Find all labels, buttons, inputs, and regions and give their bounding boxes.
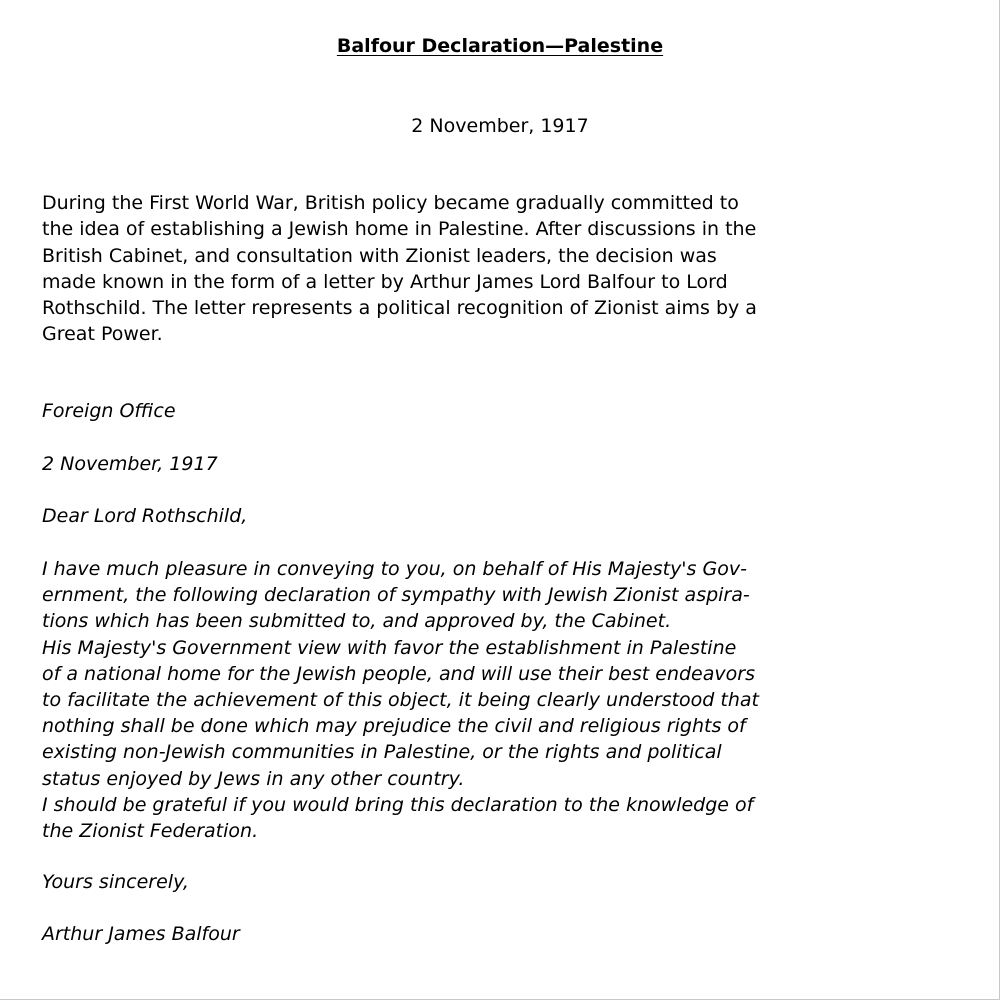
letter-line: status enjoyed by Jews in any other country.	[42, 767, 465, 790]
letter-body	[42, 556, 972, 844]
intro-line: Great Power.	[42, 323, 163, 346]
letter-line: tions which has been submitted to, and approved by, the Cabinet.	[42, 610, 672, 633]
letter-line: existing non-Jewish communities in Palestine, or the rights and political	[42, 741, 722, 764]
letter-line: I should be grateful if you would bring this declaration to the knowledge of	[42, 793, 754, 816]
letter-line: ernment, the following declaration of sympathy with Jewish Zionist aspira-	[42, 584, 750, 607]
letter-line: nothing shall be done which may prejudice the civil and religious rights of	[42, 715, 746, 738]
letter-line: His Majesty's Government view with favor the establishment in Palestine	[42, 636, 737, 659]
letter-line: I have much pleasure in conveying to you, on behalf of His Majesty's Gov-	[42, 558, 747, 580]
letter-line: the Zionist Federation.	[42, 820, 259, 843]
letter-date: 2 November, 1917	[42, 453, 218, 475]
letter-line: of a national home for the Jewish people, and will use their best endeavors	[42, 662, 755, 685]
document-date: 2 November, 1917	[411, 115, 589, 137]
intro-line: the idea of establishing a Jewish home in Palestine. After discussions in the	[42, 218, 757, 241]
letter-sender: Foreign Office	[42, 400, 176, 422]
letter-closing: Yours sincerely,	[42, 871, 189, 893]
intro-paragraph	[42, 190, 972, 348]
letter-signature: Arthur James Balfour	[42, 923, 240, 945]
intro-line: British Cabinet, and consultation with Zionist leaders, the decision was	[42, 244, 717, 267]
intro-line: During the First World War, British policy became gradually committed to	[42, 192, 739, 214]
letter-salutation: Dear Lord Rothschild,	[42, 505, 248, 527]
intro-line: made known in the form of a letter by Arthur James Lord Balfour to Lord	[42, 270, 728, 293]
document-title: Balfour Declaration—Palestine	[336, 35, 664, 57]
intro-line: Rothschild. The letter represents a political recognition of Zionist aims by a	[42, 297, 757, 320]
letter-line: to facilitate the achievement of this object, it being clearly understood that	[42, 689, 759, 712]
